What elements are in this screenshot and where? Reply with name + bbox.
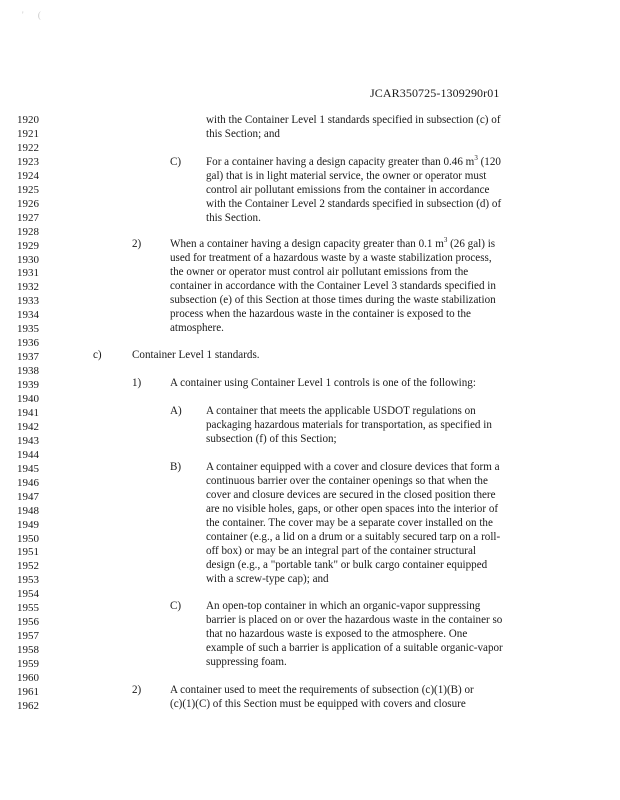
text-line: continuous barrier over the container openings so that when the <box>206 475 488 487</box>
text-line: off box) or may be an integral part of the container structural <box>206 545 476 557</box>
scan-artifact: ' ( <box>22 10 47 20</box>
text-line: with a screw-type cap); and <box>206 573 329 585</box>
line-number: 1946 <box>17 476 39 489</box>
label-2: 2) <box>132 238 142 250</box>
line-number: 1922 <box>17 141 39 154</box>
label-c-upper-2: C) <box>170 600 182 612</box>
text-line: this Section. <box>206 212 261 224</box>
line-number: 1958 <box>17 644 39 657</box>
text-line: the owner or operator must control air pollutant emissions from the <box>170 266 469 278</box>
label-b-upper: B) <box>170 461 182 473</box>
line-number: 1933 <box>17 295 39 308</box>
line-number: 1956 <box>17 616 39 629</box>
label-1: 1) <box>132 377 142 389</box>
line-number: 1925 <box>17 183 39 196</box>
text-line: with the Container Level 2 standards specified in subsection (d) of <box>206 198 502 210</box>
text-line: process when the hazardous waste in the container is exposed to the <box>170 308 471 320</box>
line-number: 1931 <box>17 267 39 280</box>
text-line: are no visible holes, gaps, or other open spaces into the interior of <box>206 503 499 515</box>
text-line: A container used to meet the requirements of subsection (c)(1)(B) or <box>170 684 474 696</box>
line-number: 1936 <box>17 337 39 350</box>
line-number: 1952 <box>17 560 39 573</box>
line-number: 1921 <box>17 127 39 140</box>
text-line: subsection (f) of this Section; <box>206 433 337 445</box>
text-line: A container equipped with a cover and closure devices that form a <box>206 461 500 473</box>
line-number: 1954 <box>17 588 39 601</box>
text-line: subsection (e) of this Section at those times during the waste stabilization <box>170 294 496 306</box>
text-line: suppressing foam. <box>206 656 287 668</box>
label-c-lower: c) <box>93 349 102 361</box>
label-a-upper: A) <box>170 405 182 417</box>
text-line: atmosphere. <box>170 322 224 334</box>
line-number: 1953 <box>17 574 39 587</box>
line-number: 1920 <box>17 114 39 126</box>
line-number: 1934 <box>17 309 39 322</box>
line-number: 1939 <box>17 379 39 392</box>
line-number: 1926 <box>17 197 39 210</box>
line-number: 1951 <box>17 546 39 559</box>
line-number: 1932 <box>17 281 39 294</box>
line-number: 1940 <box>17 393 39 405</box>
line-number: 1948 <box>17 504 39 517</box>
text-line: this Section; and <box>206 128 280 140</box>
line-number: 1928 <box>17 225 39 238</box>
section-heading: Container Level 1 standards. <box>132 349 260 361</box>
line-number: 1947 <box>17 490 39 503</box>
line-number: 1923 <box>17 155 39 168</box>
text-line: container in accordance with the Container Level 3 standards specified in <box>170 280 496 292</box>
text-line: control air pollutant emissions from the container in accordance <box>206 184 490 196</box>
line-number: 1961 <box>17 685 39 698</box>
text-line: container (e.g., a lid on a drum or a suitably secured tarp on a roll- <box>206 531 501 543</box>
line-number: 1959 <box>17 658 39 671</box>
text-line: cover and closure devices are secured in the closed position there <box>206 489 496 501</box>
text-line: example of such a barrier is application of a suitable organic-vapor <box>206 642 503 654</box>
document-id: JCAR350725-1309290r01 <box>370 86 500 100</box>
text-line: the container. The cover may be a separate cover installed on the <box>206 517 493 529</box>
line-number: 1924 <box>17 169 39 182</box>
text-line: A container using Container Level 1 controls is one of the following: <box>170 377 476 389</box>
text-line: packaging hazardous materials for transportation, as specified in <box>206 419 492 431</box>
text-line: used for treatment of a hazardous waste by a waste stabilization process, <box>170 252 492 264</box>
text-line: gal) that is in light material service, the owner or operator must <box>206 170 487 182</box>
line-number: 1942 <box>17 420 39 433</box>
text-line: An open-top container in which an organic-vapor suppressing <box>206 600 481 612</box>
line-number: 1937 <box>17 351 39 364</box>
line-number: 1941 <box>17 406 39 419</box>
text-line: barrier is placed on or over the hazardous waste in the container so <box>206 614 503 626</box>
line-number: 1935 <box>17 323 39 336</box>
line-number: 1945 <box>17 462 39 475</box>
text-line: design (e.g., a "portable tank" or bulk cargo container equipped <box>206 559 488 571</box>
line-number: 1960 <box>17 672 39 684</box>
line-number: 1930 <box>17 253 39 266</box>
line-number: 1943 <box>17 434 39 447</box>
line-number: 1957 <box>17 630 39 643</box>
label-c-upper: C) <box>170 156 182 168</box>
label-2-b: 2) <box>132 684 142 696</box>
text-line: (c)(1)(C) of this Section must be equipped with covers and closure <box>170 698 466 710</box>
line-number: 1927 <box>17 211 39 224</box>
text-line: For a container having a design capacity greater than 0.46 $m^3$ (120 <box>206 154 501 168</box>
text-line: with the Container Level 1 standards specified in subsection (c) of <box>206 114 501 126</box>
line-number: 1929 <box>17 239 39 252</box>
text-line: When a container having a design capacity greater than 0.1 $m^3$ (26 gal) is <box>170 236 496 250</box>
line-number: 1944 <box>17 448 39 461</box>
text-line: A container that meets the applicable USDOT regulations on <box>206 405 476 417</box>
text-line: that no hazardous waste is exposed to the atmosphere. One <box>206 628 468 640</box>
line-number: 1962 <box>17 699 39 712</box>
line-number: 1949 <box>17 518 39 531</box>
line-number: 1955 <box>17 602 39 615</box>
line-number: 1938 <box>17 365 39 378</box>
line-number: 1950 <box>17 532 39 545</box>
